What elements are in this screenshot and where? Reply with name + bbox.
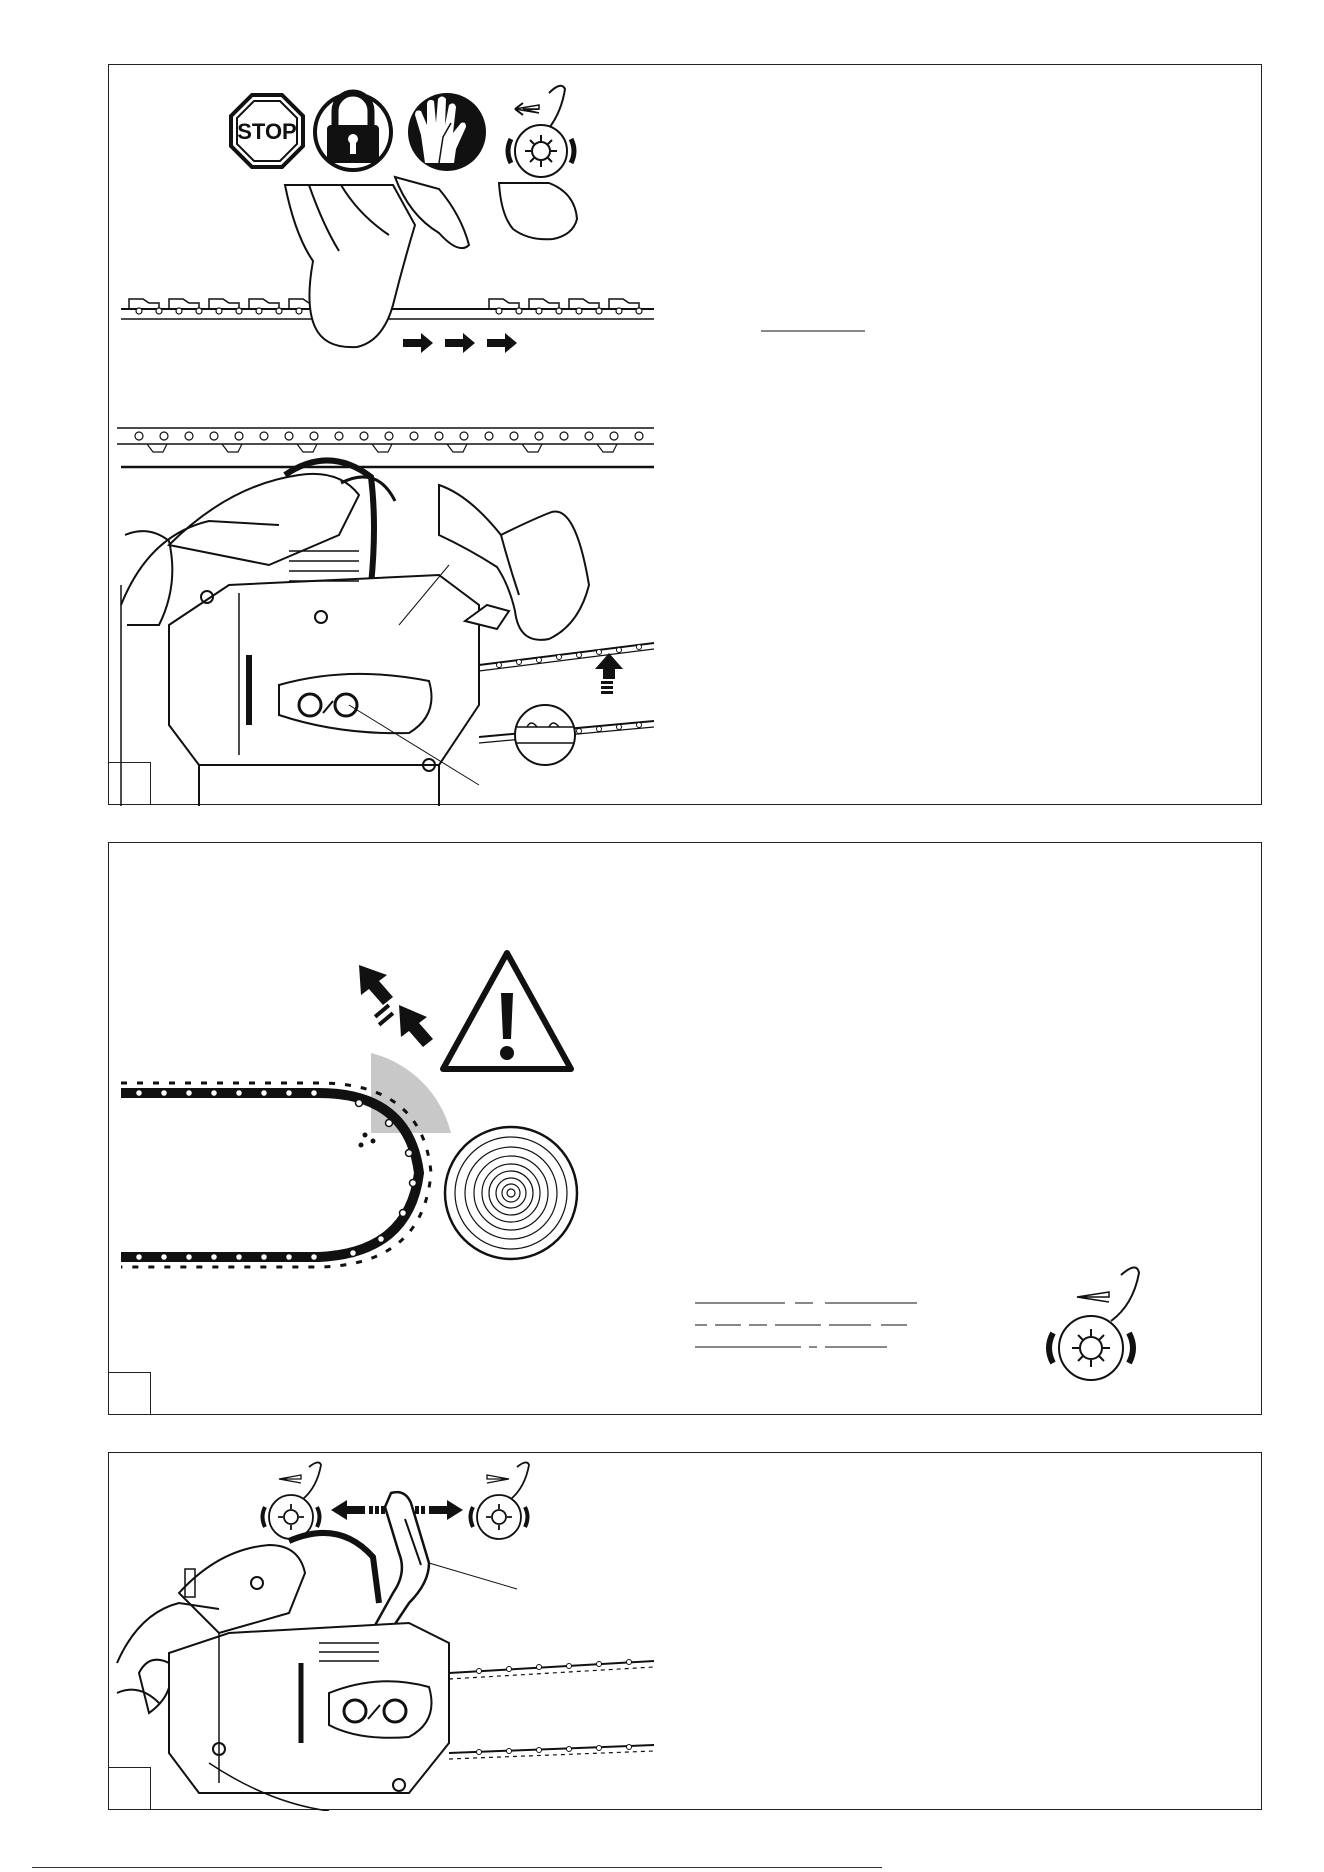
second-glove [499,183,577,239]
chainsaw-body-illustration [117,1533,449,1811]
gloves-icon [408,93,486,171]
figure-panel-chain-tension [108,64,1262,805]
figure-number-box [109,762,151,804]
text-underlines [695,1303,917,1347]
chain-brake-engaged-icon [1049,1267,1139,1380]
lift-up-arrow-icon [595,653,623,694]
saw-chain-bottom-strip [117,428,654,467]
kickback-zone [371,1053,451,1133]
chain-brake-illustration [109,1453,1263,1811]
figure-panel-chain-brake [108,1452,1262,1810]
guide-bar-chain-loop [121,1083,431,1267]
chain-brake-engaged-icon [508,86,574,177]
stop-sign-label: STOP [237,119,297,144]
footer-rule [32,1867,882,1868]
chain-clearance-detail-circle [515,705,575,765]
chain-brake-engaged-icon [263,1462,322,1539]
figure-number-box [109,1767,151,1809]
chain-direction-arrows [403,333,517,353]
chainsaw-side-cover-illustration [121,460,479,806]
chain-tension-illustration [109,65,1263,806]
warning-triangle-icon [443,953,571,1069]
figure-number-box [109,1372,151,1414]
kickback-illustration [109,843,1263,1416]
gloved-hand-pulling-chain [285,177,469,347]
log-cross-section [445,1127,577,1259]
figure-panel-kickback-warning [108,842,1262,1415]
guide-bar-with-chain [449,1660,654,1760]
stop-sign-icon [231,95,303,167]
chain-brake-released-icon [471,1462,530,1539]
kickback-direction-arrows [359,965,433,1047]
padlock-icon [315,93,391,170]
